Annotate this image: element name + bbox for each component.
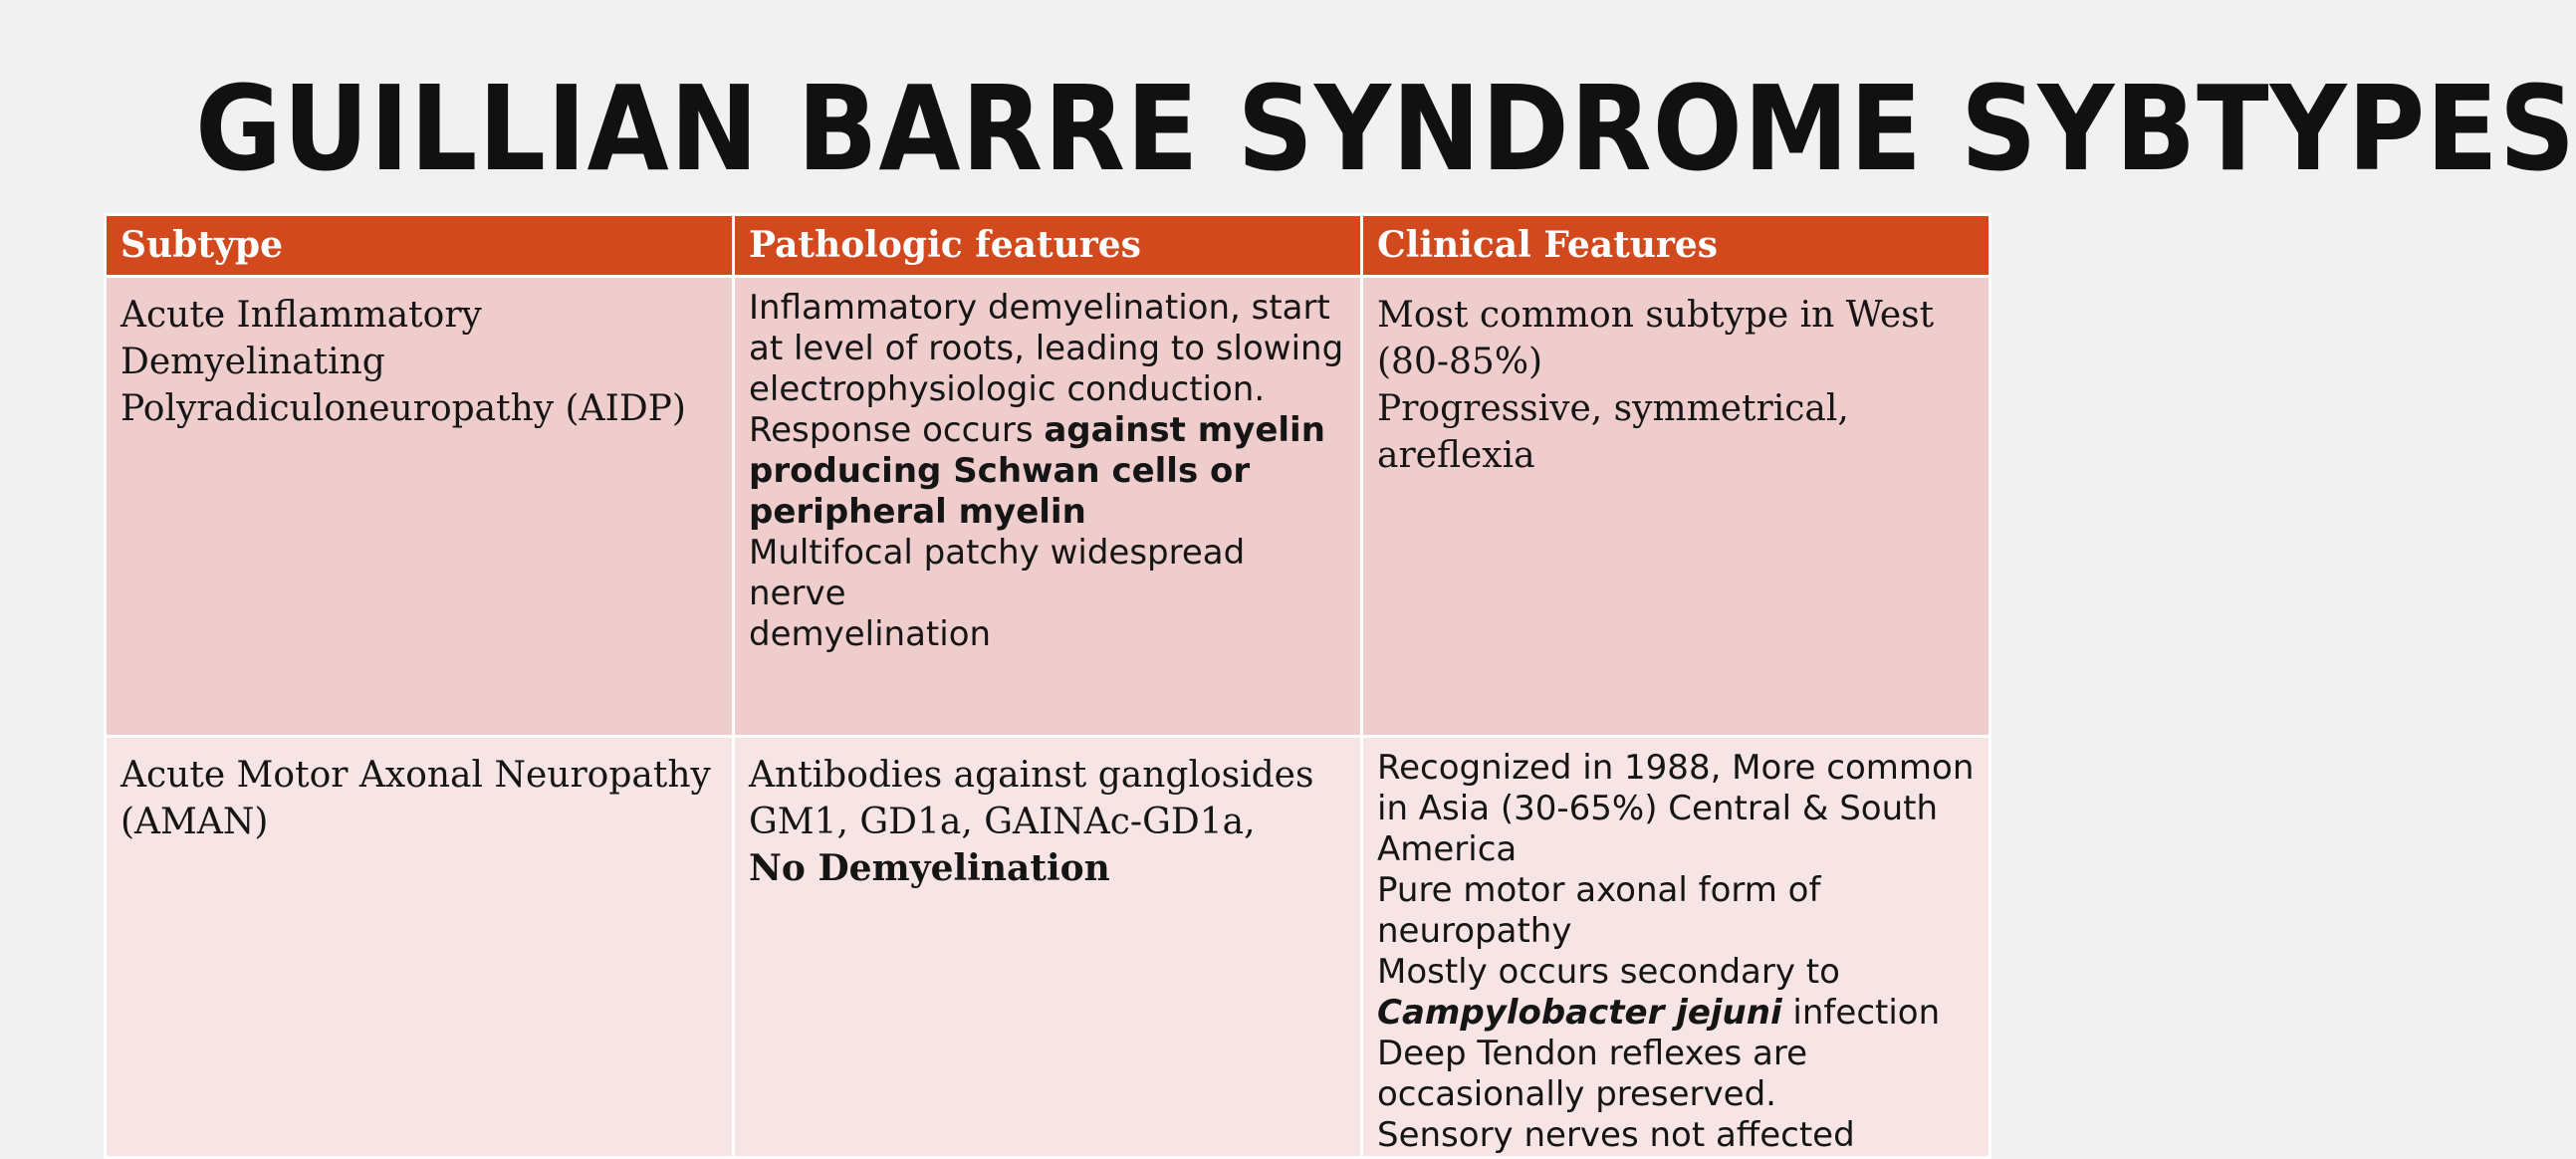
aidp-response-prefix: Response occurs [749, 410, 1045, 450]
aidp-pathologic-line: electrophysiologic conduction. [749, 369, 1266, 409]
aidp-subtype-line: Demyelinating [120, 342, 385, 382]
aidp-clinical-line: (80-85%) [1377, 342, 1543, 382]
aman-clinical-line: neuropathy [1377, 911, 1572, 951]
aman-pathologic-line: Antibodies against ganglosides [749, 755, 1314, 796]
table-row-aidp [106, 277, 1991, 737]
aman-pathologic-cell [734, 737, 1362, 1158]
aman-clinical-line: Sensory nerves not affected [1377, 1115, 1855, 1155]
aman-clinical-cell [1362, 737, 1991, 1158]
aidp-pathologic-cell [734, 277, 1362, 737]
aidp-subtype-line: Polyradiculoneuropathy (AIDP) [120, 388, 686, 429]
aman-clinical-line: America [1377, 829, 1518, 869]
aidp-subtype-cell [106, 277, 734, 737]
aman-clinical-line: Pure motor axonal form of [1377, 870, 1821, 910]
aman-subtype-line: (AMAN) [120, 802, 269, 842]
aman-subtype-line: Acute Motor Axonal Neuropathy [120, 755, 711, 796]
header-subtype: Subtype [106, 215, 734, 277]
aidp-subtype-line: Acute Inflammatory [120, 295, 482, 336]
aidp-pathologic-line: demyelination [749, 614, 992, 654]
aman-campylobacter-line [1377, 993, 1975, 1034]
aman-clinical-line: Recognized in 1988, More common [1377, 748, 1975, 788]
aidp-response-bold: peripheral myelin [749, 492, 1086, 532]
aman-clinical-line: occasionally preserved. [1377, 1074, 1776, 1114]
header-pathologic-features: Pathologic features [734, 215, 1362, 277]
aidp-response-line [749, 410, 1346, 451]
aidp-pathologic-line: Multifocal patchy widespread nerve [749, 533, 1246, 613]
aidp-pathologic-line: Inflammatory demyelination, start [749, 288, 1330, 328]
aidp-response-bold: producing Schwan cells or [749, 451, 1251, 491]
aman-no-demyelination: No Demyelination [749, 847, 1110, 889]
aidp-clinical-line: areflexia [1377, 435, 1535, 476]
slide-title: GUILLIAN BARRE SYNDROME SYBTYPES [195, 60, 2576, 197]
infection-text: infection [1781, 993, 1941, 1033]
aidp-clinical-line: Most common subtype in West [1377, 295, 1935, 336]
header-clinical-features: Clinical Features [1362, 215, 1991, 277]
aman-clinical-line: Deep Tendon reflexes are [1377, 1034, 1807, 1073]
aman-clinical-line: in Asia (30-65%) Central & South [1377, 789, 1939, 828]
aman-clinical-line: Mostly occurs secondary to [1377, 952, 1840, 992]
subtypes-table [104, 213, 1991, 1159]
aman-subtype-cell [106, 737, 734, 1158]
aidp-clinical-line: Progressive, symmetrical, [1377, 388, 1849, 429]
campylobacter-jejuni-term: Campylobacter jejuni [1377, 993, 1782, 1033]
aidp-clinical-cell [1362, 277, 1991, 737]
aidp-response-bold: against myelin [1044, 410, 1325, 450]
aidp-pathologic-line: at level of roots, leading to slowing [749, 329, 1344, 368]
table-header-row [106, 215, 1991, 277]
table-row-aman [106, 737, 1991, 1158]
aman-pathologic-line: GM1, GD1a, GAINAc-GD1a, [749, 802, 1256, 842]
